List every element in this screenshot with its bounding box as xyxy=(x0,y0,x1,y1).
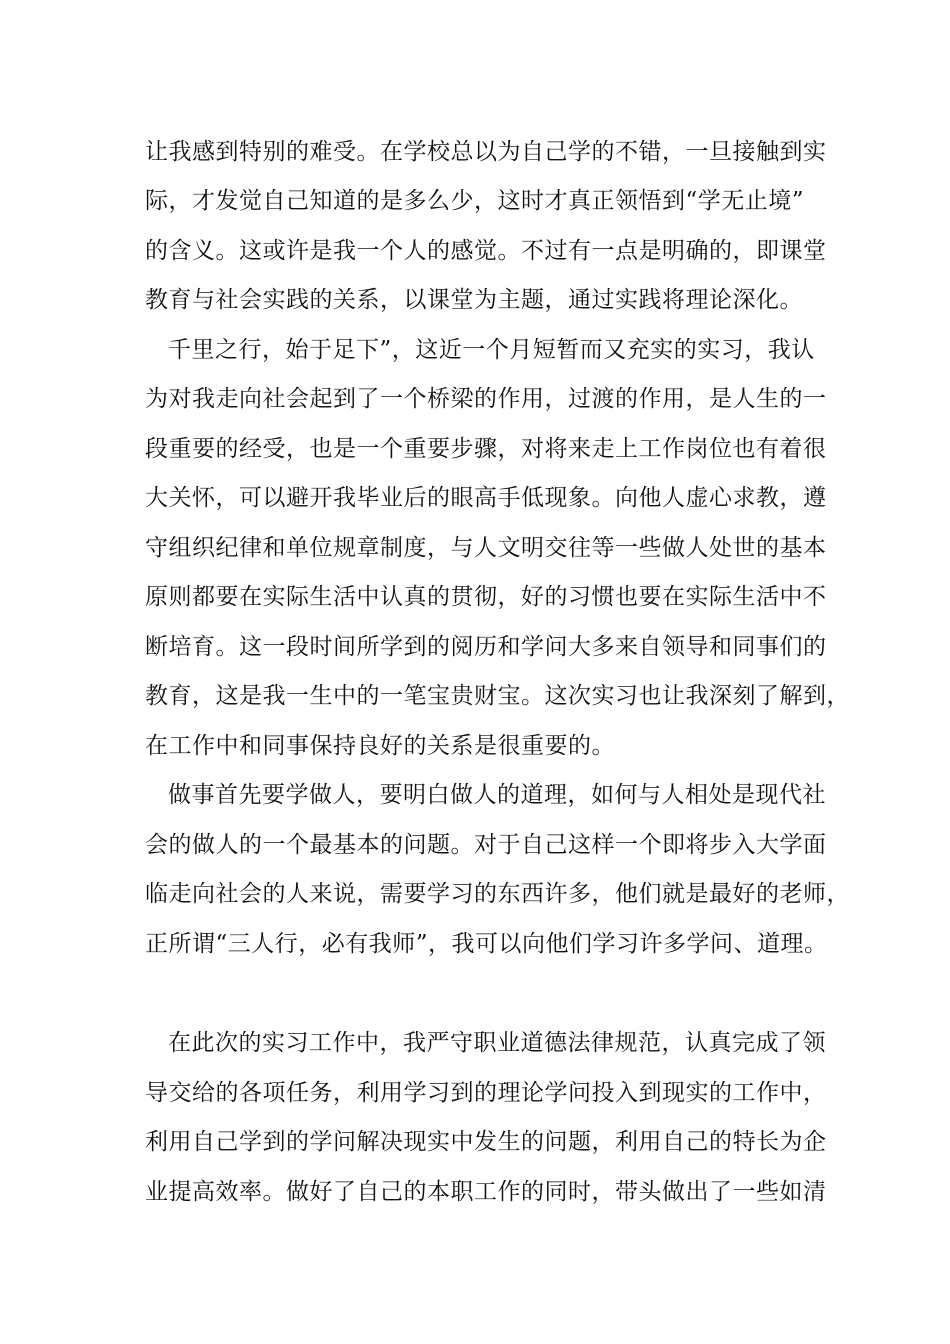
text-line-2: 际，才发觉自己知道的是多么少，这时才真正领悟到“学无止境” xyxy=(145,188,805,214)
text-line-17: 正所谓“三人行，必有我师”，我可以向他们学习许多学问、道理。 xyxy=(145,931,828,957)
text-line-6: 为对我走向社会起到了一个桥梁的作用，过渡的作用，是人生的一 xyxy=(145,386,827,412)
text-line-16: 临走向社会的人来说，需要学习的东西许多，他们就是最好的老师， xyxy=(145,881,850,907)
text-line-14: 做事首先要学做人，要明白做人的道理，如何与人相处是现代社 xyxy=(168,782,826,808)
text-line-3: 的含义。这或许是我一个人的感觉。不过有一点是明确的，即课堂 xyxy=(145,238,827,264)
text-line-4: 教育与社会实践的关系，以课堂为主题，通过实践将理论深化。 xyxy=(145,287,803,313)
text-line-18: 在此次的实习工作中，我严守职业道德法律规范，认真完成了领 xyxy=(168,1030,826,1056)
text-line-20: 利用自己学到的学问解决现实中发生的问题，利用自己的特长为企 xyxy=(145,1129,827,1155)
text-line-5: 千里之行，始于足下”，这近一个月短暂而又充实的实习，我认 xyxy=(168,337,815,363)
text-line-12: 教育，这是我一生中的一笔宝贵财宝。这次实习也让我深刻了解到， xyxy=(145,683,850,709)
text-line-1: 让我感到特别的难受。在学校总以为自己学的不错，一旦接触到实 xyxy=(145,139,827,165)
text-line-15: 会的做人的一个最基本的问题。对于自己这样一个即将步入大学面 xyxy=(145,832,827,858)
text-line-9: 守组织纪律和单位规章制度，与人文明交往等一些做人处世的基本 xyxy=(145,535,827,561)
text-line-8: 大关怀，可以避开我毕业后的眼高手低现象。向他人虚心求教，遵 xyxy=(145,485,827,511)
text-line-13: 在工作中和同事保持良好的关系是很重要的。 xyxy=(145,733,615,759)
text-line-7: 段重要的经受，也是一个重要步骤，对将来走上工作岗位也有着很 xyxy=(145,436,827,462)
text-line-11: 断培育。这一段时间所学到的阅历和学问大多来自领导和同事们的 xyxy=(145,634,827,660)
text-line-10: 原则都要在实际生活中认真的贯彻，好的习惯也要在实际生活中不 xyxy=(145,584,827,610)
text-line-19: 导交给的各项任务，利用学习到的理论学问投入到现实的工作中， xyxy=(145,1080,827,1106)
text-line-21: 业提高效率。做好了自己的本职工作的同时，带头做出了一些如清 xyxy=(145,1179,827,1205)
